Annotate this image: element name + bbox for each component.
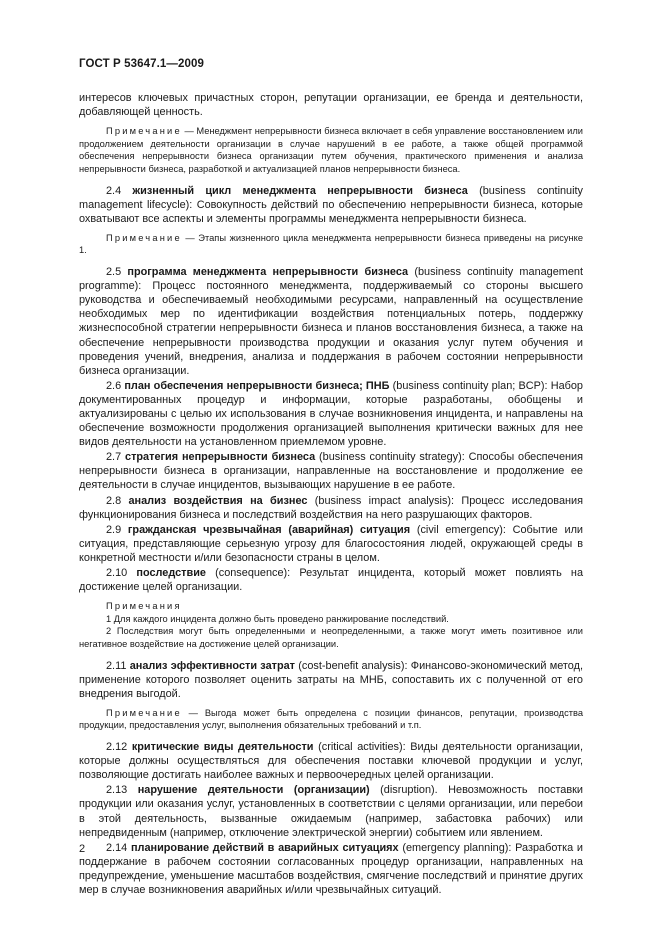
term-definition: (business impact analysis): Процесс исследования функционирования бизнеса и последствий воздействия на него разрушающих факторов. (79, 494, 583, 521)
term-2-7 (79, 450, 583, 492)
intro-continuation: интересов ключевых причастных сторон, репутации организации, ее бренда и деятельности, добавляющей ценность. (79, 92, 583, 119)
term-2-6 (79, 379, 583, 449)
term-name: нарушение деятельности (организации) (137, 784, 370, 797)
page-number: 2 (79, 843, 86, 855)
term-name: программа менеджмента непрерывности бизнеса (127, 266, 409, 279)
term-definition: (consequence): Результат инцидента, который может повлиять на достижение целей организации. (79, 567, 583, 594)
term-number: 2.13 (106, 784, 128, 797)
term-definition: (business continuity management lifecycle): Совокупность действий по обеспечению непрерывности бизнеса, которые охватывают все аспекты и элементы программы менеджмента непрерывности бизнеса. (79, 184, 584, 225)
notes-consequence-item-1: 1 Для каждого инцидента должно быть проведено ранжирование последствий. (106, 613, 449, 624)
standard-designation: ГОСТ Р 53647.1—2009 (79, 58, 204, 70)
term-name: анализ воздействия на бизнес (128, 494, 308, 507)
document-body (79, 91, 583, 898)
note-benefit (79, 707, 583, 732)
term-definition: (cost-benefit analysis): Финансово-экономический метод, применение которого позволяет оценить затраты на МНБ, сопоставить их с полученной от его внедрения выгодой. (79, 659, 583, 700)
notes-consequence-item-2: 2 Последствия могут быть определенными и неопределенными, а также могут иметь позитивное или негативное воздействие на достижение целей организации. (79, 626, 583, 649)
note-text: — Этапы жизненного цикла менеджмента непрерывности бизнеса приведены на рисунке 1. (79, 232, 583, 256)
term-number: 2.7 (106, 451, 122, 464)
note-lifecycle (79, 232, 583, 257)
term-number: 2.8 (106, 494, 122, 507)
note-text: — Менеджмент непрерывности бизнеса включает в себя управление восстановлением или продолжением деятельности организации в случае нарушений в ее работе, а также общей программой обеспечения непрерывности бизнеса организации путем обучения, практического применения и анализа непрерывности бизнеса, разработкой и актуализацией планов непрерывности бизнеса. (79, 126, 583, 174)
term-number: 2.4 (106, 184, 122, 197)
term-definition: (business continuity plan; BCP): Набор документированных процедур и информации, которые разработаны, обобщены и актуализированы с целью их использования в случае возникновения инцидента, и направлены на обеспечение возможности продолжения организацией выполнения критически важных для нее видов деятельности на установленном приемлемом уровне. (79, 379, 583, 449)
term-name: анализ эффективности затрат (129, 659, 296, 672)
notes-consequence-label (79, 600, 583, 613)
term-definition: (business continuity management programme): Процесс постоянного менеджмента, поддерживаемый со стороны высшего руководства и обеспечиваемый необходимыми ресурсами, направленный на осуществление необходимых мер по идентификации воздействия потенциальных потерь, поддержку жизнеспособной стратегии непрерывности бизнеса и планов восстановления бизнеса, а также на обеспечение непрерывности производства продукции и оказания услуг путем обучения и проведения учений, внедрения, анализа и поддержания в рабочем состоянии непрерывности бизнеса организации. (79, 266, 584, 377)
term-number: 2.11 (106, 659, 127, 672)
term-name: гражданская чрезвычайная (аварийная) ситуация (127, 523, 411, 536)
term-number: 2.9 (106, 523, 122, 536)
term-definition: (critical activities): Виды деятельности организации, которые должны осуществляться для обеспечения поставки ключевой продукции и услуг, позволяющие достигать наиболее важных и первоочередных целей организации. (79, 741, 583, 782)
term-definition: (civil emergency): Событие или ситуация, представляющие серьезную угрозу для благосостояния людей, окружающей среды в конкретной местности и/или безопасности страны в целом. (79, 523, 584, 564)
term-number: 2.5 (106, 266, 122, 279)
term-definition: (business continuity strategy): Способы обеспечения непрерывности бизнеса в организации, направленные на восстановление и продолжение ее деятельности в случае инцидентов, вызывающих нарушение в ее работе. (79, 451, 584, 492)
term-number: 2.14 (106, 841, 128, 854)
term-2-13 (79, 783, 583, 839)
term-2-4 (79, 184, 583, 226)
term-name: планирование действий в аварийных ситуациях (130, 841, 399, 854)
term-2-12 (79, 740, 583, 782)
term-name: последствие (136, 567, 206, 579)
note-label: Примечание (106, 126, 182, 137)
note-bcm (79, 125, 583, 175)
term-name: стратегия непрерывности бизнеса (125, 451, 316, 464)
term-number: 2.10 (106, 567, 128, 579)
term-number: 2.6 (106, 379, 122, 392)
term-2-8 (79, 494, 583, 522)
notes-label: Примечания (106, 601, 182, 612)
term-name: жизненный цикл менеджмента непрерывности бизнеса (132, 184, 468, 197)
term-2-10 (79, 566, 583, 594)
term-2-11 (79, 659, 583, 701)
term-definition: (emergency planning): Разработка и поддержание в рабочем состоянии согласованных процедур организации, направленных на предупреждение, уменьшение масштабов воздействия, смягчение последствий и принятие других мер в случае возникновения аварийных и/или чрезвычайных ситуаций. (79, 841, 584, 896)
term-name: критические виды деятельности (131, 741, 314, 754)
note-label: Примечание (106, 232, 182, 243)
term-definition: (disruption). Невозможность поставки продукции или оказания услуг, установленных в соответствии с целями организации, или перебои в этой деятельность, вызванные ожидаемым (например, забастовка рабочих) или непредвиденным (например, отключение электрической энергии) событием или явлением. (79, 784, 584, 839)
term-2-14 (79, 841, 583, 897)
note-text: — Выгода может быть определена с позиции финансов, репутации, производства продукции, предоставления услуг, выполнения обязательных требований и т.п. (79, 707, 583, 731)
term-name: план обеспечения непрерывности бизнеса; ПНБ (124, 379, 390, 392)
term-2-9 (79, 523, 583, 565)
term-2-5 (79, 265, 583, 378)
term-number: 2.12 (106, 741, 128, 754)
note-label: Примечание (106, 707, 182, 718)
